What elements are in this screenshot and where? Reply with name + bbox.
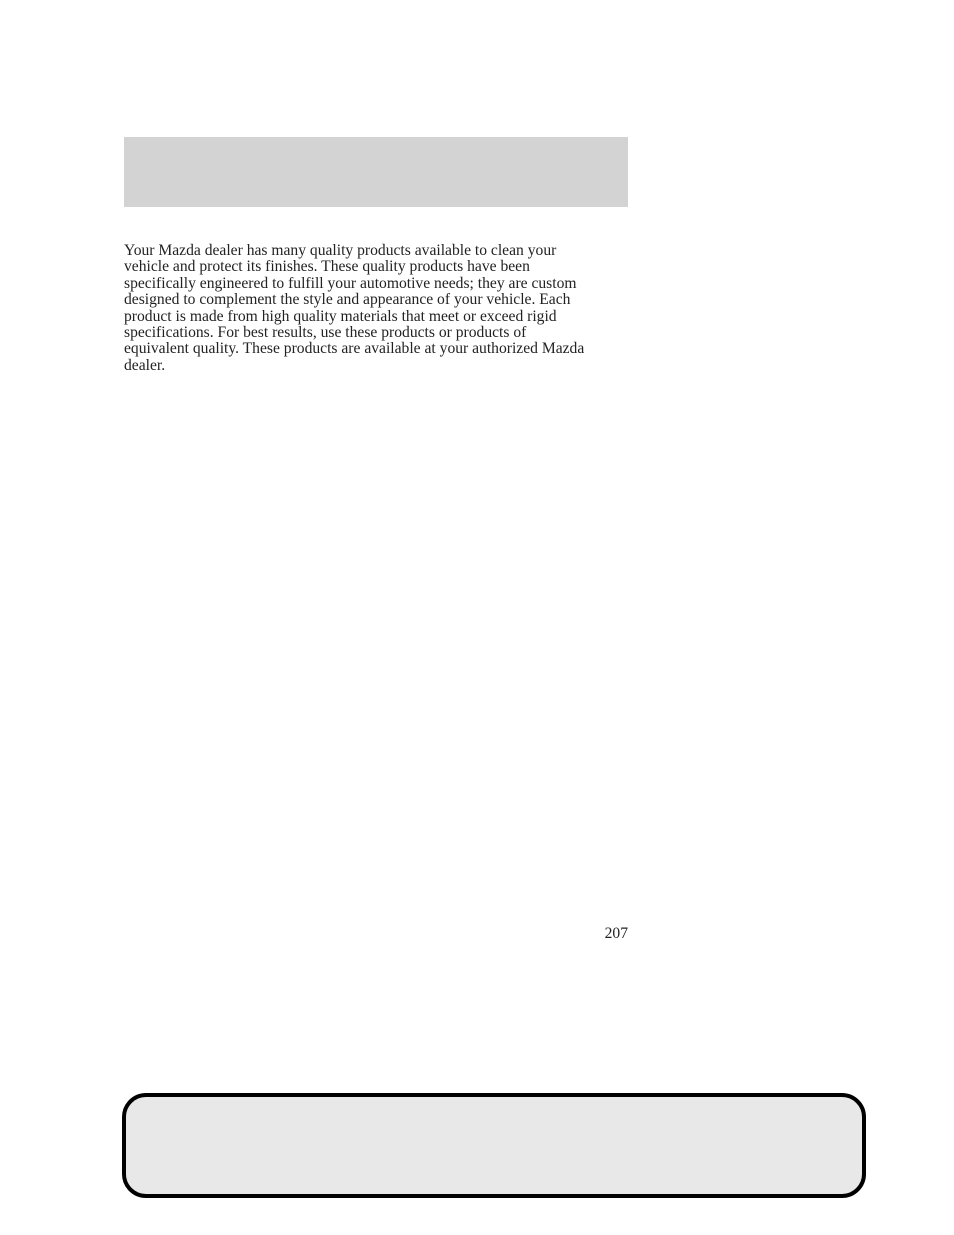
page-number: 207: [604, 925, 628, 942]
section-header-band: [124, 137, 628, 207]
body-paragraph: Your Mazda dealer has many quality products available to clean your vehicle and protect its finishes. These quality products have been specifically engineered to fulfill your automotive needs; they are custom designed to complement the style and appearance of your vehicle. Each product is made from high quality materials that meet or exceed rigid specifications. For best results, use these products or products of equivalent quality. These products are available at your authorized Mazda dealer.: [124, 242, 585, 374]
footer-tab-box: [122, 1093, 866, 1198]
